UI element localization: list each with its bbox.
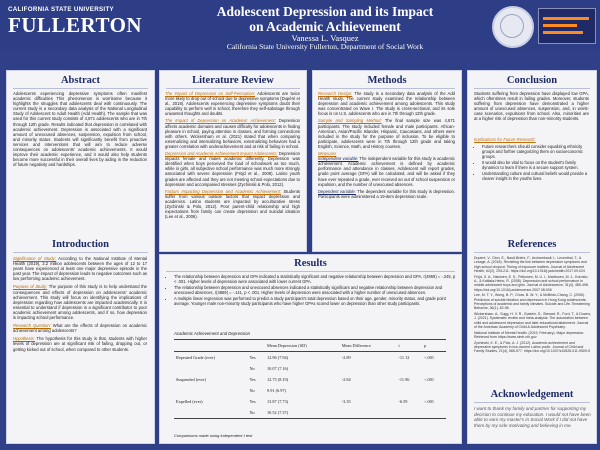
- lit-paragraph-2: Depression affects academic domains and causes difficulty for adolescents in finding pleasure in school, paying attention in classes, and forming connections with others. Wickersham et al. (2021) stated that when comparing externalizing and internalizing behaviors, externalizing behaviors had a greater correlation with underachievement and at risk of failing in school.: [165, 118, 300, 149]
- university-seal-icon: [492, 6, 534, 48]
- table-row: [174, 407, 446, 419]
- methods-paragraph-3: The independent variable for this study is academic achievement. Academic achievement is defined by academic performance and attendance in classes. Adolescent will report grades, grade point average (GPA) will be calculated, and will be asked if they have ever repeated a grade, ever received an out of school suspension or expulsion, and the number of unexcused absences.: [318, 156, 456, 187]
- table-cell: 10.52 (7.37): [267, 410, 289, 415]
- table-cell: -6.59: [398, 399, 408, 404]
- methods-subheading-3: Measures: [318, 151, 337, 157]
- title-line-2: on Academic Achievement: [249, 19, 401, 34]
- table-cell: 10.07 (7.16): [267, 366, 289, 371]
- introduction-text: [13, 256, 147, 352]
- implication-bullet: • Understanding culture and cultural beliefs would provide a clearer insight in the youths lives.: [482, 171, 592, 181]
- literature-review-panel: [159, 70, 307, 252]
- affiliation: California State University Fullerton, Department of Social Work: [226, 42, 424, 51]
- table-row: [174, 363, 446, 374]
- implications-bullets: [474, 144, 592, 182]
- lit-subheading-1: The Impact of Depression on Self-Perception:: [165, 91, 256, 96]
- lit-paragraph-1: Adolescents are twice more likely to drop out of school due to depressive symptoms (Dupéré et al., 2018). Adolescents experiencing depressive symptoms doubt their capability to perform well in school, therefore they self-sabotage through unwanted thoughts and doubts.: [165, 91, 300, 117]
- reference-item: Wickersham, A., Sugg, H. V. R., Epstein, S., Stewart, R., Ford, T., & Downs, J. (2021). Systematic review and meta-analysis: The association between child and adolescent depression and later educational attainment. Journal of the American Academy of Child & Adolescent Psychiatry.: [474, 312, 592, 329]
- table-header-cell: Mean Depression (SD): [265, 340, 340, 352]
- abstract-introduction-panel: [6, 70, 155, 444]
- result-bullet: • A multiple linear regression was performed to predict a study participant's total depression based on their age, gender, minority status, and grade point average. Younger male non-minority study participants who have higher GPAs scored lower on depression than other study participants.: [174, 296, 456, 306]
- hypothesis-label: Hypothesis:: [13, 336, 35, 342]
- independent-variable-label: Independent variable:: [318, 156, 359, 162]
- conclusion-heading: Conclusion: [506, 75, 558, 86]
- table-cell: -2.84: [341, 377, 351, 382]
- methods-subheading-1: Research Design:: [318, 91, 353, 96]
- campus-name: FULLERTON: [8, 13, 143, 37]
- research-question-label: Research Question:: [13, 323, 51, 329]
- table-header-cell: Mean Difference: [340, 340, 397, 352]
- table-header-cell: [174, 340, 247, 352]
- references-list: [474, 256, 592, 355]
- results-heading: Results: [294, 258, 327, 269]
- results-table-note: Comparisons made using independent t test: [174, 433, 253, 438]
- results-table: [174, 339, 446, 419]
- abstract-text: Adolescents experiencing depressive symptoms often manifest academic difficulties This phenomenon is worrisome because it highlights the struggles that adolescents deal with continuously. The current study is a secondary data analysis of the National Longitudinal Study of Adolescent to Adult Health (Add Health). The sample that was used for this current study consists of 4,871 adolescents who are in 7th through 12th grade. Results indicated that depression is correlated with academic achievement. Depression is associated with a significant amount of unexcused absences, suspension, expulsion from school, and minority status. Students will significantly benefit from proactive services and interventions that will aim to reduce adverse consequences on adolescents' academic achievements. It would improve their academic experience, and it would also help students become more successful in their overall lives by aiding in the reduction of future negativity and hardships.: [13, 91, 147, 168]
- table-row: [174, 352, 446, 364]
- table-cell: <.001: [424, 377, 435, 382]
- table-cell: Yes: [249, 399, 256, 404]
- result-bullet: • The relationship between depression and GPA indicated a statistically significant and negative relationship between depression and GPA, r(4869) = -.245, p < .001. Higher levels of depression were associated with lower current GPA.: [174, 274, 456, 284]
- lit-paragraph-3: Depression impacts female and males academic differently. Depression was identified when boys perceived the load of schoolwork as too much, while in girls, all subjective school performance was much more strongly associated with severe depression (Fröjd et al., 2008). Latino youth grades are affected and they are not meeting school expectations due to depression and accompanied stresses (Zychinski & Polo, 2012).: [165, 151, 301, 187]
- methods-paragraph-1: The study is a secondary data analysis of the Add Health study. The current study examined the relationship between depression and academic achievement among adolescents. This study was concentrated on Wave I. The study is cross-sectional, and its sole focus is on U.S. adolescents who are in 7th through 12th grade.: [318, 91, 455, 117]
- references-heading: References: [507, 239, 557, 250]
- table-cell: Suspended (ever): [176, 377, 206, 382]
- table-cell: 13.87 (7.73): [267, 399, 289, 404]
- table-cell: [174, 385, 247, 396]
- table-cell: [422, 385, 446, 396]
- table-cell: 12.96 (7.94): [267, 355, 289, 360]
- table-cell: -2.89: [341, 355, 351, 360]
- table-row: [174, 374, 446, 385]
- university-logo: [8, 6, 178, 42]
- table-cell: No: [249, 388, 255, 393]
- purpose-text: The purpose of this study is to help understand the consequences and effects of depression on adolescents' academic achievement. This study will focus on identifying the implications of depression regarding how adolescents are impacted academically. It is essential to understand if depression is a significant contributor to poor academic achievement among adolescents, and if so, how depression is impacting school performance.: [13, 284, 147, 321]
- table-cell: [422, 363, 446, 374]
- reference-item: Zychinski, K. E., & Polo, A. J. (2012). Academic achievement and depressive symptoms in low-income Latino youth. Journal of Child and Family Studies, 21(4), 565-577. https://doi.org/10.1007/s10826-011-9509-5: [474, 340, 590, 354]
- lit-subheading-3: Depression and Academic Achievement Impact Adolescents:: [165, 151, 278, 157]
- table-cell: [340, 363, 397, 374]
- table-cell: Expelled (ever): [176, 399, 203, 404]
- acknowledgement-text: I want to thank my family and partner for supporting my decision to continue my education. I would not have been able to earn my master's in Social Work if I did not have them by my side motivating and believing in me.: [474, 406, 591, 428]
- table-header-cell: p: [422, 340, 446, 352]
- title-line-1: Adolescent Depression and its Impact: [216, 4, 434, 19]
- table-cell: No: [249, 410, 255, 415]
- hypothesis-text: The hypothesis for this study is that, students with higher levels of depression are at significant risk of failing, dropping out, or getting kicked out of school, when compared to other students.: [13, 336, 147, 352]
- poster-header: [0, 0, 600, 50]
- research-question-text: What are the effects of depression on academic achievement among adolescents?: [13, 323, 147, 334]
- dependent-variable-label: Dependent variable:: [318, 188, 356, 194]
- table-cell: [340, 385, 397, 396]
- literature-text: [165, 91, 300, 219]
- purpose-label: Purpose of Study:: [13, 284, 48, 290]
- acknowledgement-heading: Acknowledgement: [490, 389, 574, 400]
- table-row: [174, 385, 446, 396]
- conclusion-references-panel: [467, 70, 597, 444]
- result-bullet: • The relationship between depression and unexcused absences indicated a statistically significant and negative relationship between depression and unexcused absences, r(4869) = -.141, p < .001. Higher levels of depression were associated with a higher number of unexcused absences.: [174, 285, 456, 295]
- table-cell: No: [249, 366, 255, 371]
- lit-subheading-4: Factors Impacting Depression and Academic Achievement:: [165, 188, 282, 194]
- table-row: [174, 396, 446, 407]
- methods-paragraph-2: The final sample size was 4,871 participants. The study included female and male participants. African-American, Asian/Pacific Islander, Hispanic, Caucasians, and others were included in the study for the purpose of inclusion. To be eligible to participate, adolescents were in 7th through 12th grade and taking English, Science, Math, and History courses.: [318, 118, 455, 149]
- table-cell: 12.75 (8.19): [267, 377, 289, 382]
- literature-heading: Literature Review: [192, 75, 274, 86]
- table-cell: [174, 363, 247, 374]
- results-table-title: Academic Achievement and Depression: [174, 331, 251, 336]
- implications-block: [474, 137, 589, 142]
- reference-item: Fröjd, S. A., Nissinen, E. S., Pelkonen, M. U. I., Marttunen, M. J., Koivisto, A., & Kaltiala-Heino, R. (2008). Depression and school performance in middle adolescent boys and girls. Journal of Adolescence, 31(4), 485-498. https://doi.org/10.1016/j.adolescence.2007.08.006: [474, 274, 589, 292]
- university-name: CALIFORNIA STATE UNIVERSITY: [8, 6, 114, 13]
- methods-panel: [312, 70, 462, 252]
- table-cell: <.001: [424, 355, 435, 360]
- methods-paragraph-4: The dependent variable for this study is depression. Participants were administered a 19-item depression scale.: [318, 188, 455, 199]
- poster-title: [180, 4, 470, 34]
- implication-bullet: • Future researchers should consider equalizing ethnicity groups and further categorizing them on socioeconomic groups.: [482, 144, 592, 159]
- table-cell: <.001: [424, 399, 435, 404]
- table-cell: -3.35: [341, 399, 351, 404]
- table-cell: [396, 363, 422, 374]
- table-header-cell: t: [396, 340, 422, 352]
- methods-heading: Methods: [367, 75, 407, 86]
- table-cell: Repeated Grade (ever): [176, 355, 215, 360]
- significance-text: According to the National Institute of Mental Health (2019), 3.2 million adolescents between the ages of 12 to 17 years have experienced at least one major depressive episode in the past year. The impact of depression leads to negative outcomes such as low performing academic achievement.: [13, 256, 147, 282]
- significance-label: Significance of Study:: [13, 256, 56, 261]
- abstract-heading: Abstract: [60, 75, 101, 86]
- author-name: Vanessa L. Vasquez: [291, 33, 359, 43]
- conclusion-text: Students suffering from depression have displayed low GPA, which oftentimes result in failing grades. Moreover, students suffering from depression have demonstrated a higher amount of unexcused absences, suspension, and, in worst-case scenarios, expulsions from school. Also, minorities are at a higher risk of depression than non-minority students.: [474, 91, 589, 122]
- reference-item: Dupéré, V., Dion, E., Nault-Brière, F., Archambault, I., Leventhal, T., & Lesage, A. (2018). Revisiting the link between depression symptoms and high school dropout: Timing of exposure matters. Journal of Adolescent Health, 62(2), 205-211. https://doi.org/10.1016/j.jadohealth.2017.09.024: [474, 256, 587, 273]
- table-cell: -11.96: [398, 377, 410, 382]
- table-cell: -11.12: [398, 355, 410, 360]
- reference-item: Lee, M. T. Y., Wong, B. P., Chow, B. W. Y., & McBride-Chang, C. (2006). Predictors of suicide ideation and depression in Hong Kong adolescents: Perceptions of academic and family climates. Suicide and Life-Threatening Behavior, 36(1), 82-96.: [474, 293, 590, 311]
- table-cell: Yes: [249, 377, 256, 382]
- implication-bullet: • It would also be vital to focus on the student's family dynamics to learn if there is a secure support system.: [482, 160, 592, 170]
- table-cell: Yes: [249, 355, 256, 360]
- methods-subheading-2: Sample and Sampling Method:: [318, 118, 382, 124]
- methods-text: [318, 91, 455, 199]
- table-cell: [422, 407, 446, 419]
- department-badge-icon: [538, 8, 596, 44]
- table-header-row: [174, 340, 446, 352]
- table-header-cell: [247, 340, 265, 352]
- results-bullets: [166, 274, 456, 307]
- lit-paragraph-4: Students suffer from various outside factors that impact depression and academics. Latino students are impacted by acculturative stress (Zychinski & Polo, 2012). Poor parent-child relationship and high expectations from family can create depression and suicidal ideation (Lee et al., 2006).: [165, 188, 300, 220]
- introduction-heading: Introduction: [52, 239, 109, 250]
- lit-subheading-2: The Impact of Depression on Academic Achievement:: [165, 118, 276, 124]
- table-cell: [396, 385, 422, 396]
- implications-heading: Implications for Future Research:: [474, 137, 536, 142]
- table-cell: [396, 407, 422, 419]
- table-cell: [340, 407, 397, 419]
- reference-item: National Institute of Mental Health. (2019, February). Major depression. Retrieved from https://www.nimh.nih.gov: [474, 330, 585, 340]
- results-panel: [159, 254, 462, 444]
- table-cell: 9.91 (6.97): [267, 388, 286, 393]
- table-cell: [174, 407, 247, 419]
